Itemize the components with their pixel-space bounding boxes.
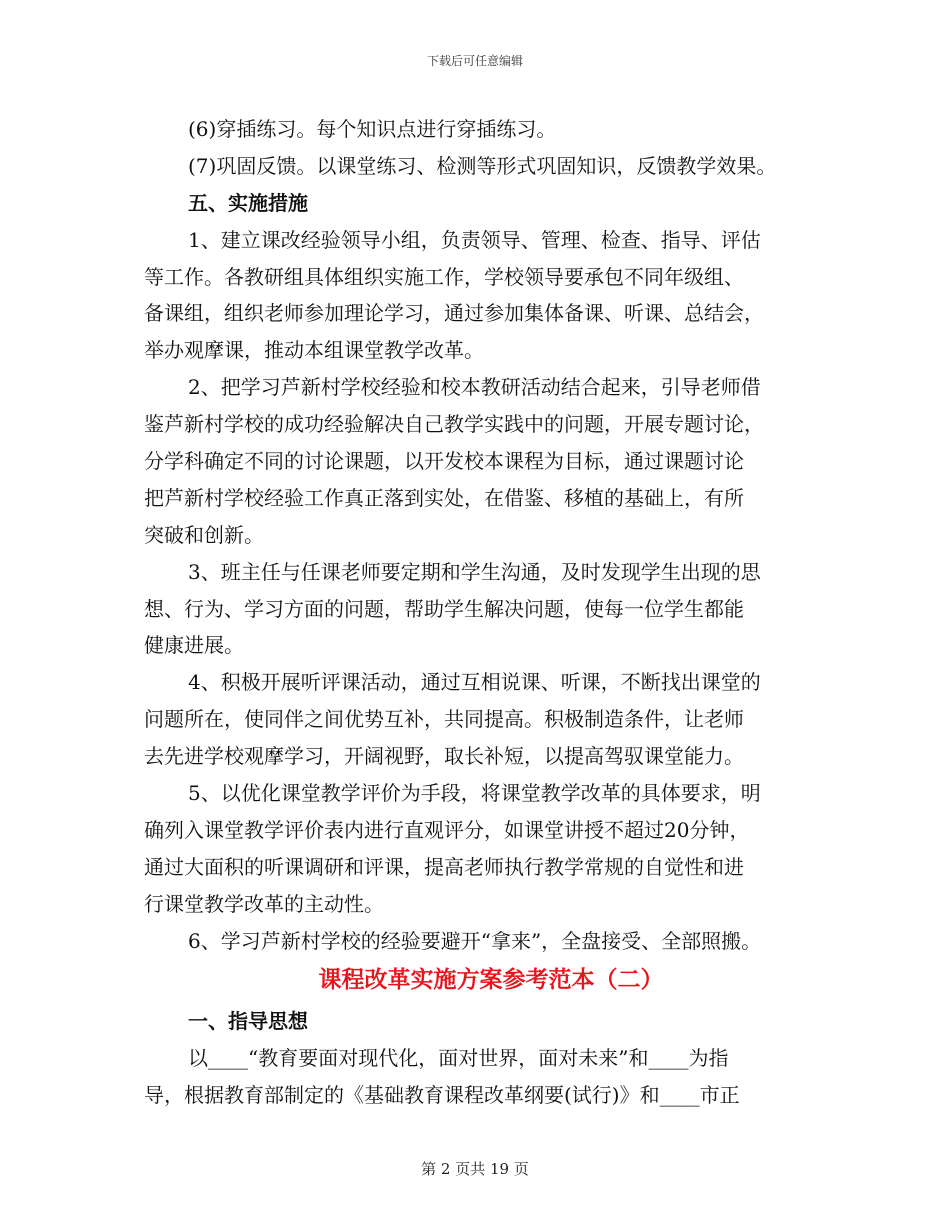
paragraph-line: 举办观摩课，推动本组课堂教学改革。: [144, 338, 484, 363]
paragraph-line: 3、班主任与任课老师要定期和学生沟通，及时发现学生出现的思: [188, 559, 761, 584]
paragraph-line: 行课堂教学改革的主动性。: [144, 891, 384, 916]
list-item-7: (7)巩固反馈。以课堂练习、检测等形式巩固知识，反馈教学效果。: [188, 153, 777, 178]
paragraph-line: 通过大面积的听课调研和评课，提高老师执行教学常规的自觉性和进: [144, 854, 744, 879]
paragraph-line: 以____“教育要面对现代化，面对世界，面对未来”和____为指: [188, 1046, 729, 1071]
document-title: 课程改革实施方案参考范本（二）: [318, 966, 664, 994]
paragraph-line: 6、学习芦新村学校的经验要避开“拿来”，全盘接受、全部照搬。: [188, 928, 762, 953]
paragraph-line: 分学科确定不同的讨论课题，以开发校本课程为目标，通过课题讨论: [144, 449, 744, 474]
paragraph-line: 问题所在，使同伴之间优势互补，共同提高。积极制造条件，让老师: [144, 707, 744, 732]
paragraph-line: 4、积极开展听评课活动，通过互相说课、听课，不断找出课堂的: [188, 670, 761, 695]
paragraph-line: 1、建立课改经验领导小组，负责领导、管理、检查、指导、评估: [188, 227, 761, 252]
list-item-6: (6)穿插练习。每个知识点进行穿插练习。: [188, 117, 557, 141]
paragraph-line: 去先进学校观摩学习，开阔视野，取长补短，以提高驾驭课堂能力。: [144, 744, 744, 769]
paragraph-line: 鉴芦新村学校的成功经验解决自己教学实践中的问题，开展专题讨论，: [144, 412, 764, 437]
paragraph-line: 2、把学习芦新村学校经验和校本教研活动结合起来，引导老师借: [188, 375, 761, 400]
page-header: 下载后可任意编辑: [426, 54, 523, 68]
paragraph-line: 5、以优化课堂教学评价为手段，将课堂教学改革的具体要求，明: [188, 781, 761, 806]
document-body: [144, 111, 834, 1114]
section-heading-implementation: 五、实施措施: [188, 190, 308, 215]
paragraph-line: 等工作。各教研组具体组织实施工作，学校领导要承包不同年级组、: [144, 264, 744, 289]
paragraph-line: 导，根据教育部制定的《基础教育课程改革纲要(试行)》和____市正: [144, 1083, 740, 1108]
page-footer: 第 2 页共 19 页: [421, 1160, 529, 1178]
section-heading-guiding-ideology: 一、指导思想: [188, 1009, 308, 1034]
paragraph-line: 突破和创新。: [144, 522, 264, 547]
paragraph-line: 健康进展。: [144, 633, 244, 658]
paragraph-line: 把芦新村学校经验工作真正落到实处，在借鉴、移植的基础上，有所: [144, 485, 744, 510]
paragraph-line: 备课组，组织老师参加理论学习，通过参加集体备课、听课、总结会，: [144, 301, 764, 326]
paragraph-line: 确列入课堂教学评价表内进行直观评分，如课堂讲授不超过20分钟，: [144, 817, 750, 842]
paragraph-line: 想、行为、学习方面的问题，帮助学生解决问题，使每一位学生都能: [144, 596, 744, 621]
